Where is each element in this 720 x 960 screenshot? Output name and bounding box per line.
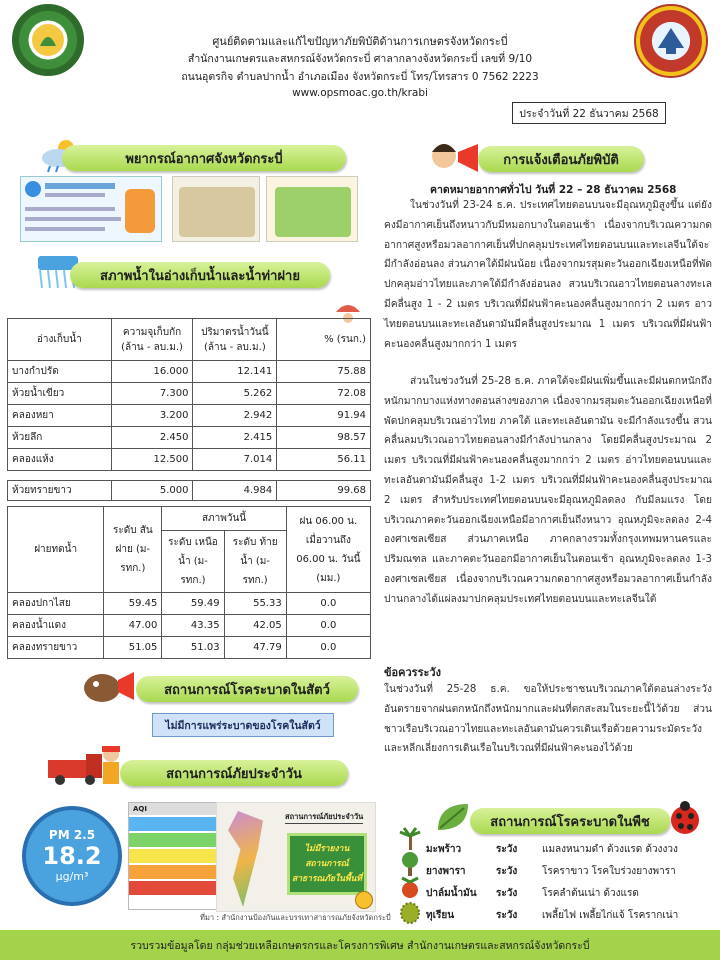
col-weir: ฝายทดน้ำ xyxy=(8,507,104,593)
cell-name: ห้วยน้ำเขียว xyxy=(8,383,112,405)
cell-name: คลองน้ำแดง xyxy=(8,615,104,637)
weather-forecast-title: พยากรณ์อากาศจังหวัดกระบี่ xyxy=(125,151,283,167)
footer-text: รวบรวมข้อมูลโดย กลุ่มช่วยเหลือเกษตรกรและโครงการพิเศษ สำนักงานเกษตรและสหกรณ์จังหวัดกระบี่ xyxy=(130,939,590,952)
weir-table-header-1 xyxy=(8,507,371,531)
cell-upstream: 43.35 xyxy=(162,615,224,637)
caution-paragraph: ในช่วงวันที่ 25-28 ธ.ค. ขอให้ประชาชนบริเวณภาคใต้ตอนล่างระวังอันตรายจากฝนตกหนักถึงหนักมากและฝนที่ตกสะสมในระยะนี้ไว้ด้วย ส่วนชาวเรือบริเวณอาวไทยและทะเลอันดามันควรเดินเรือด้วยความระมัดระวัง และหลีกเลี่ยงการเดินเรือในบริเวณที่มีฝนฟ้าคะนองไว้ด้วย xyxy=(384,684,712,755)
cell-crest: 59.45 xyxy=(104,593,162,615)
forecast-paragraph-2: ส่วนในช่วงวันที่ 25-28 ธ.ค. ภาคใต้จะมีฝนเพิ่มขึ้นและมีฝนตกหนักถึงหนักมากบางแห่งทางตอนล่างของภาค เนื่องจากมรสุมตะวันออกเฉียงเหนือที่พัดปกคลุมบริเวณอ่าวไทย ภาคใต้ และทะเลอันดามัน จะมีกำลังแรงขึ้น สวนคลื่นลมบริเวณอาวไทยตอนลางมีกำลังปานกลาง โดยมีคลื่นสูงประมาณ 2 เมตร บริเวณที่มีฝนฟ้าคะนองคลื่นสูงมากกว่า 2 เมตร อ่าวไทยตอนบนและทะเลอันดามันมีคลื่นสูง 1-2 เมตร บริเวณที่มีฝนฟ้าคะนองคลื่นสูงประมาณ 2 เมตร สำหรับประเทศไทยตอนบนจะมีอุณหภูมิลดลง กับมีลมแรง โดยบริเวณภาคตะวันออกเฉียงเหนือมีอากาศเย็นถึงหนาว อุณหภูมิจะลดลง 2-4 องศาเซลเซียส ส่วนภาคเหนือ ภาคกลางรวมทั้งกรุงเทพมหานครและปริมณฑล และภาคตะวันออกมีอากาศเย็นในตอนเช้า อุณหภูมิจะลดลง 1-3 องศาเซลเซียส เนื่องจากบริเวณความกดอากาศสูงหรือมวลอากาศเย็นกำลังปานกลางได้แผ่ลงมาปกคลุมประเทศไทยตอนบนและทะเลจีนใต้ xyxy=(384,376,712,605)
daily-hazard-title: สถานการณ์ภัยประจำวัน xyxy=(166,766,302,782)
cell-downstream: 47.79 xyxy=(224,637,286,659)
report-date: ประจำวันที่ 22 ธันวาคม 2568 xyxy=(519,107,659,120)
cell-rain: 0.0 xyxy=(286,637,370,659)
warning-title: การแจ้งเตือนภัยพิบัติ xyxy=(503,152,619,168)
table-row xyxy=(8,361,371,383)
col-volume: ปริมาตรน้ำวันนี้ (ล้าน - ลบ.ม.) xyxy=(193,319,277,361)
plant-row-rubber xyxy=(426,864,676,879)
cell-name: ห้วยลึก xyxy=(8,427,112,449)
cell-volume: 5.262 xyxy=(193,383,277,405)
table-row xyxy=(8,427,371,449)
firefighter-mascot-icon xyxy=(98,744,124,788)
cell-crest: 51.05 xyxy=(104,637,162,659)
weir-table xyxy=(7,506,371,659)
daily-no-report-box xyxy=(287,833,367,895)
daily-hazard-banner xyxy=(120,760,348,786)
reservoir-table-extra xyxy=(7,480,371,501)
aqi-band-yellow xyxy=(129,849,217,863)
aqi-band-orange xyxy=(129,865,217,879)
cell-upstream: 51.03 xyxy=(162,637,224,659)
cell-capacity: 12.500 xyxy=(111,449,193,471)
col-today: สภาพวันนี้ xyxy=(162,507,286,531)
source-note: ที่มา : สำนักงานป้องกันและบรรเทาสาธารณภัยจังหวัดกระบี่ xyxy=(200,913,391,922)
plant-level: ระวัง xyxy=(496,844,518,855)
report-date-box xyxy=(512,102,666,124)
aqi-band-red xyxy=(129,881,217,895)
dept-badge-icon xyxy=(355,891,373,909)
cell-percent: 98.57 xyxy=(277,427,371,449)
table-row xyxy=(8,481,371,501)
cell-capacity: 3.200 xyxy=(111,405,193,427)
plant-row-oil-palm xyxy=(426,886,639,901)
aqi-header: AQI xyxy=(129,803,217,815)
col-rain: ฝน 06.00 น. เมื่อวานถึง 06.00 น. วันนี้ (มม.) xyxy=(286,507,370,593)
pm25-label: PM 2.5 xyxy=(48,828,96,842)
cell-capacity: 7.300 xyxy=(111,383,193,405)
col-upstream: ระดับ เหนือน้ำ (ม-รทก.) xyxy=(162,531,224,593)
cell-crest: 47.00 xyxy=(104,615,162,637)
table-row xyxy=(8,637,371,659)
cell-upstream: 59.49 xyxy=(162,593,224,615)
plant-disease-title: สถานการณ์โรคระบาดในพืช xyxy=(490,814,650,830)
aqi-band-green xyxy=(129,833,217,847)
plant-name: ปาล์มน้ำมัน xyxy=(426,888,477,899)
cell-name: คลองแห้ง xyxy=(8,449,112,471)
col-reservoir: อ่างเก็บน้ำ xyxy=(8,319,112,361)
reservoir-table-header xyxy=(8,319,371,361)
plant-level: ระวัง xyxy=(496,888,518,899)
cell-name: บางกำปรัด xyxy=(8,361,112,383)
header-address: ถนนอุตรกิจ ตำบลปากน้ำ อำเภอเมือง จังหวัดกระบี่ โทร/โทรสาร 0 7562 2223 xyxy=(181,71,539,83)
weather-forecast-banner xyxy=(62,145,346,171)
reservoir-table xyxy=(7,318,371,471)
plant-name: ทุเรียน xyxy=(426,910,455,921)
cell-volume: 2.942 xyxy=(193,405,277,427)
reservoir-banner xyxy=(70,262,330,288)
aqi-table-thumbnail xyxy=(128,802,218,910)
daily-no-report-text: ไม่มีรายงาน สถานการณ์ สาธารณภัยในพื้นที่ xyxy=(292,843,362,884)
col-crest-level: ระดับ สันฝาย (ม-รทก.) xyxy=(104,507,162,593)
caution-title: ข้อควรระวัง xyxy=(384,666,441,679)
footer-bar xyxy=(0,930,720,960)
pm25-value: 18.2 xyxy=(42,842,102,870)
plant-disease: โรคลำต้นเน่า ด้วงแรด xyxy=(542,888,639,899)
reservoir-title: สภาพน้ำในอ่างเก็บน้ำและน้ำท่าฝาย xyxy=(100,268,300,284)
cell-percent: 99.68 xyxy=(277,481,371,501)
weather-map-thumbnail-1 xyxy=(172,176,260,242)
aqi-band-blue xyxy=(129,817,217,831)
coconut-icon xyxy=(398,826,422,850)
table-row xyxy=(8,615,371,637)
forecast-title: คาดหมายอากาศทั่วไป วันที่ 22 – 28 ธันวาคม 2568 xyxy=(430,184,677,196)
plant-disease: โรคราขาว โรคใบร่วงยางพารา xyxy=(542,866,676,877)
cell-capacity: 16.000 xyxy=(111,361,193,383)
plant-name: มะพร้าว xyxy=(426,844,462,855)
cell-percent: 56.11 xyxy=(277,449,371,471)
cattle-megaphone-icon xyxy=(80,666,138,706)
plant-disease: แมลงหนามดำ ด้วงแรด ด้วงงวง xyxy=(542,844,678,855)
plant-row-coconut xyxy=(426,842,678,857)
cell-rain: 0.0 xyxy=(286,615,370,637)
table-row xyxy=(8,593,371,615)
weather-forecast-images xyxy=(20,176,360,242)
cell-percent: 75.88 xyxy=(277,361,371,383)
header-website[interactable]: www.opsmoac.go.th/krabi xyxy=(292,87,428,99)
cell-capacity: 2.450 xyxy=(111,427,193,449)
durian-icon xyxy=(398,900,422,924)
header-office: สำนักงานเกษตรและสหกรณ์จังหวัดกระบี่ ศาลากลางจังหวัดกระบี่ เลขที่ 9/10 xyxy=(187,53,533,65)
cell-name: ห้วยทรายขาว xyxy=(8,481,112,501)
rubber-tree-icon xyxy=(398,852,422,876)
col-percent: % (รนก.) xyxy=(277,319,371,361)
pm25-circle xyxy=(22,806,122,906)
animal-status-box xyxy=(152,713,334,737)
animal-disease-title: สถานการณ์โรคระบาดในสัตว์ xyxy=(164,682,330,698)
cell-rain: 0.0 xyxy=(286,593,370,615)
cell-volume: 4.984 xyxy=(193,481,277,501)
cell-downstream: 42.05 xyxy=(224,615,286,637)
forecast-paragraph-1: ในช่วงวันที่ 23-24 ธ.ค. ประเทศไทยตอนบนจะมีอุณหภูมิสูงขึ้น แต่ยังคงมีอากาศเย็นถึงหนาวกับมีหมอกบางในตอนเช้า เนื่องจากบริเวณความกดอากาศสูงหรือมวลอากาศเย็นที่ปกคลุมประเทศไทยตอนบนและทะเลจีนใต้จะมีกำลังอ่อนลง ส่วนภาคใต้มีฝนน้อย เนื่องจากมรสุมตะวันออกเฉียงเหนือที่พัดปกคลุมอ่าวไทยและภาคใต้มีกำลังอ่อนลง สวนบริเวณอาวไทยตอนลางทะเลมีคลื่นสูง 1 - 2 เมตร บริเวณที่มีฝนฟ้าคะนองคลื่นสูงมากกว่า 2 เมตร อาวไทยตอนบนและทะเลอันดามันมีคลื่นสูงประมาณ 1 เมตร บริเวณที่มีฝนฟ้าคะนองคลื่นสูงมากกว่า 1 เมตร xyxy=(384,200,712,350)
table-row xyxy=(8,405,371,427)
cell-name: คลองทรายขาว xyxy=(8,637,104,659)
plant-disease: เพลี้ยไฟ เพลี้ยไก่แจ้ โรครากเน่า xyxy=(542,910,679,921)
animal-disease-banner xyxy=(136,676,358,702)
col-downstream: ระดับ ท้ายน้ำ (ม-รทก.) xyxy=(224,531,286,593)
ladybug-icon xyxy=(668,800,702,836)
warning-banner xyxy=(478,146,644,172)
cell-name: คลองหยา xyxy=(8,405,112,427)
plant-level: ระวัง xyxy=(496,910,518,921)
warning-poster-thumbnail xyxy=(20,176,162,242)
cell-volume: 7.014 xyxy=(193,449,277,471)
plant-row-durian xyxy=(426,908,678,923)
cell-percent: 91.94 xyxy=(277,405,371,427)
daily-map-title: สถานการณ์ภัยประจำวัน xyxy=(285,811,363,824)
daily-hazard-map-card xyxy=(216,802,376,912)
pm25-unit: μg/m³ xyxy=(55,870,89,883)
cell-name: คลองปกาไสย xyxy=(8,593,104,615)
cell-volume: 12.141 xyxy=(193,361,277,383)
plant-level: ระวัง xyxy=(496,866,518,877)
cell-capacity: 5.000 xyxy=(111,481,193,501)
col-capacity: ความจุเก็บกัก (ล้าน - ลบ.ม.) xyxy=(111,319,193,361)
cell-volume: 2.415 xyxy=(193,427,277,449)
cell-percent: 72.08 xyxy=(277,383,371,405)
animal-status-text: ไม่มีการแพร่ระบาดของโรคในสัตว์ xyxy=(165,719,321,732)
weather-map-thumbnail-2 xyxy=(266,176,358,242)
thailand-map xyxy=(223,811,273,907)
leaf-icon xyxy=(434,800,472,834)
oil-palm-icon xyxy=(398,876,422,900)
plant-disease-banner xyxy=(470,808,670,834)
pm25-card xyxy=(18,802,126,910)
table-row xyxy=(8,449,371,471)
plant-name: ยางพารา xyxy=(426,866,466,877)
table-row xyxy=(8,383,371,405)
header-center-name: ศูนย์ติดตามและแก้ไขปัญหาภัยพิบัติด้านการเกษตรจังหวัดกระบี่ xyxy=(212,35,508,48)
cell-downstream: 55.33 xyxy=(224,593,286,615)
